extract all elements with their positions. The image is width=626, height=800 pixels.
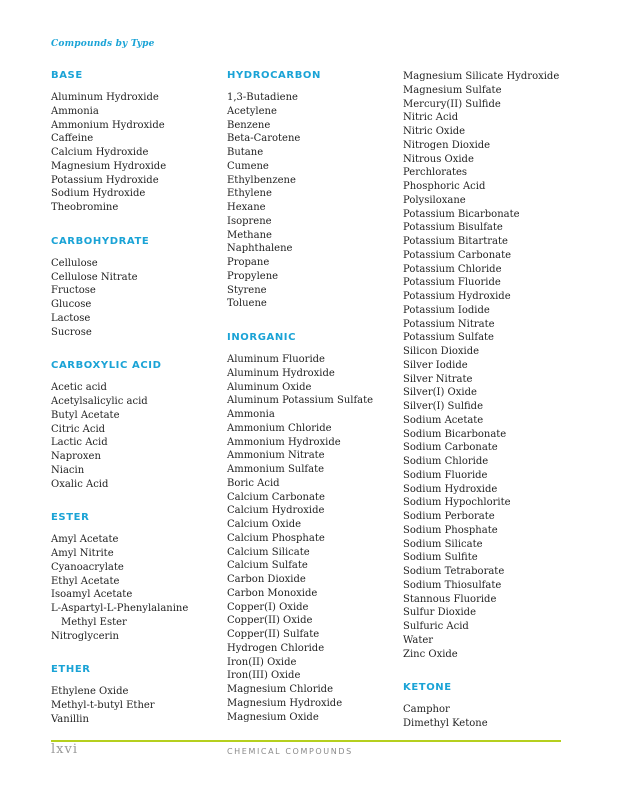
section-heading: CARBOXYLIC ACID (51, 360, 162, 372)
list-item: Magnesium Silicate Hydroxide (403, 71, 560, 82)
list-item: Butane (227, 147, 264, 158)
list-item: Acetylsalicylic acid (51, 396, 148, 407)
list-item: Sulfuric Acid (403, 621, 469, 632)
list-item: Propane (227, 257, 270, 268)
list-item: Magnesium Chloride (227, 684, 334, 695)
list-item: Mercury(II) Sulfide (403, 98, 501, 110)
list-item: Fructose (51, 285, 96, 297)
list-item: Ethyl Acetate (51, 575, 120, 587)
compound-list (51, 257, 221, 340)
list-item: Silicon Dioxide (403, 346, 480, 357)
list-item: Amyl Acetate (51, 534, 119, 546)
list-item: Methane (227, 229, 272, 241)
list-item: Beta-Carotene (227, 133, 301, 145)
list-item: Ethylene (227, 188, 272, 200)
list-item: Cellulose Nitrate (51, 271, 138, 283)
list-item: Ammonia (51, 105, 99, 117)
section-heading: CARBOHYDRATE (51, 235, 150, 247)
list-item: Sodium Hypochlorite (403, 497, 511, 509)
list-item: Stannous Fluoride (403, 593, 497, 605)
list-item: Sodium Fluoride (403, 469, 488, 481)
list-item: Naproxen (51, 451, 101, 462)
list-item: Ammonium Hydroxide (227, 436, 341, 448)
list-item: Amyl Nitrite (51, 548, 114, 559)
list-item: Sodium Hydroxide (403, 483, 498, 495)
list-item: Copper(II) Oxide (227, 615, 313, 627)
list-item: Calcium Silicate (227, 546, 310, 558)
running-title: CHEMICAL COMPOUNDS (227, 747, 353, 756)
list-item: Niacin (51, 464, 85, 476)
list-item: Propylene (227, 270, 279, 282)
list-item: Magnesium Hydroxide (51, 160, 167, 172)
list-item: Sodium Thiosulfate (403, 579, 502, 591)
list-item: Isoamyl Acetate (51, 589, 133, 601)
list-item: Ammonium Hydroxide (51, 119, 165, 131)
list-item: Carbon Monoxide (227, 587, 318, 599)
compound-list (227, 91, 399, 311)
list-item: Cyanoacrylate (51, 561, 124, 573)
list-item: Styrene (227, 284, 267, 296)
column-2 (227, 70, 399, 745)
list-item: Nitroglycerin (51, 630, 119, 642)
compound-list (403, 703, 603, 731)
list-item: Potassium Hydroxide (51, 174, 159, 186)
column-3 (403, 70, 603, 752)
list-item: Camphor (403, 704, 450, 716)
list-item: Toluene (227, 298, 267, 310)
list-item: Ethylene Oxide (51, 686, 129, 698)
list-item: Nitrous Oxide (403, 153, 474, 165)
list-item: Aluminum Oxide (227, 381, 312, 393)
section-inorganic (227, 332, 399, 724)
list-item: Potassium Bicarbonate (403, 208, 520, 220)
list-item: Benzene (227, 119, 271, 131)
compound-list (51, 381, 221, 491)
list-item: Sucrose (51, 326, 92, 338)
list-item: Water (403, 634, 434, 646)
page-number: lxvi (51, 742, 78, 757)
list-item: Iron(II) Oxide (227, 656, 297, 668)
list-item: Cumene (227, 160, 269, 172)
list-item: Calcium Hydroxide (227, 505, 325, 517)
list-item: L-Aspartyl-L-Phenylalanine (51, 603, 189, 614)
list-item: Methyl Ester (61, 616, 127, 628)
list-item: Silver(I) Sulfide (403, 401, 484, 412)
list-item: Calcium Hydroxide (51, 147, 149, 158)
list-item: Copper(II) Sulfate (227, 629, 320, 640)
page-title: Compounds by Type (51, 39, 155, 49)
list-item: Potassium Bisulfate (403, 222, 503, 234)
list-item: Vanillin (51, 713, 89, 725)
list-item: Butyl Acetate (51, 409, 120, 421)
list-item: Nitric Oxide (403, 126, 466, 137)
list-item: Calcium Oxide (227, 519, 302, 530)
list-item: Silver Iodide (403, 359, 468, 371)
list-item: Glucose (51, 299, 92, 310)
list-item: Potassium Bitartrate (403, 236, 508, 247)
list-item: Naphthalene (227, 243, 293, 255)
list-item: Caffeine (51, 133, 94, 145)
list-item: Cellulose (51, 257, 98, 269)
list-item: Nitric Acid (403, 112, 459, 124)
list-item: Potassium Fluoride (403, 277, 501, 289)
list-item: Hydrogen Chloride (227, 642, 325, 654)
list-item: Oxalic Acid (51, 478, 109, 490)
list-item: Calcium Carbonate (227, 491, 325, 503)
section-ester (51, 512, 221, 643)
list-item: Sodium Silicate (403, 538, 483, 550)
list-item: Ethylbenzene (227, 174, 296, 186)
section-continued (403, 70, 603, 661)
list-item: Sodium Phosphate (403, 524, 498, 536)
list-item: 1,3-Butadiene (227, 92, 298, 103)
list-item: Silver(I) Oxide (403, 387, 477, 399)
list-item: Calcium Sulfate (227, 560, 308, 572)
list-item: Aluminum Potassium Sulfate (227, 395, 374, 407)
compound-list (51, 685, 221, 726)
footer-rule (51, 740, 561, 742)
list-item: Methyl-t-butyl Ether (51, 700, 155, 711)
list-item: Perchlorates (403, 167, 468, 179)
list-item: Ammonia (227, 409, 275, 420)
list-item: Aluminum Hydroxide (51, 92, 159, 103)
list-item: Aluminum Fluoride (227, 354, 325, 365)
list-item: Citric Acid (51, 423, 106, 435)
list-item: Acetylene (227, 105, 277, 117)
section-ether (51, 664, 221, 726)
section-heading: ESTER (51, 512, 90, 524)
list-item: Magnesium Oxide (227, 711, 319, 723)
list-item: Carbon Dioxide (227, 574, 306, 585)
list-item: Aluminum Hydroxide (227, 367, 335, 379)
list-item: Sodium Acetate (403, 414, 484, 426)
list-item: Silver Nitrate (403, 373, 473, 385)
list-item: Theobromine (51, 202, 119, 213)
compound-list (51, 533, 221, 643)
list-item: Zinc Oxide (403, 648, 458, 660)
list-item: Dimethyl Ketone (403, 718, 488, 729)
section-ketone (403, 682, 603, 731)
list-item: Isoprene (227, 215, 272, 227)
section-carbohydrate (51, 236, 221, 340)
section-heading: KETONE (403, 682, 452, 694)
list-item: Lactose (51, 312, 91, 324)
list-item: Sodium Chloride (403, 456, 489, 467)
list-item: Phosphoric Acid (403, 181, 486, 192)
list-item: Magnesium Hydroxide (227, 697, 343, 709)
list-item: Sodium Carbonate (403, 442, 498, 454)
section-heading: INORGANIC (227, 332, 297, 343)
list-item: Potassium Sulfate (403, 332, 494, 344)
list-item: Nitrogen Dioxide (403, 139, 491, 151)
list-item: Ammonium Sulfate (227, 464, 325, 475)
list-item: Boric Acid (227, 477, 280, 489)
column-1 (51, 70, 221, 748)
section-base (51, 70, 221, 215)
compound-list (51, 91, 221, 215)
list-item: Iron(III) Oxide (227, 670, 301, 682)
list-item: Potassium Chloride (403, 263, 502, 275)
list-item: Hexane (227, 202, 266, 213)
compound-list (403, 70, 603, 661)
list-item: Sodium Hydroxide (51, 188, 146, 200)
section-heading: HYDROCARBON (227, 70, 321, 81)
list-item: Potassium Carbonate (403, 249, 512, 261)
list-item: Ammonium Chloride (227, 422, 332, 434)
list-item: Sodium Tetraborate (403, 566, 505, 577)
list-item: Sodium Perborate (403, 511, 495, 522)
list-item: Copper(I) Oxide (227, 601, 309, 613)
list-item: Potassium Iodide (403, 304, 490, 316)
list-item: Ammonium Nitrate (227, 450, 325, 462)
list-item: Potassium Hydroxide (403, 291, 511, 302)
list-item: Sodium Sulfite (403, 552, 478, 564)
list-item: Acetic acid (51, 382, 107, 394)
list-item: Lactic Acid (51, 437, 108, 449)
section-hydrocarbon (227, 70, 399, 311)
list-item: Sodium Bicarbonate (403, 428, 507, 440)
list-item: Potassium Nitrate (403, 318, 495, 330)
list-item: Sulfur Dioxide (403, 607, 476, 619)
list-item: Polysiloxane (403, 194, 466, 206)
compound-list (227, 353, 399, 724)
list-item: Calcium Phosphate (227, 532, 325, 544)
section-heading: BASE (51, 70, 83, 81)
section-heading: ETHER (51, 664, 91, 676)
section-carboxylic-acid (51, 360, 221, 491)
list-item: Magnesium Sulfate (403, 84, 502, 96)
